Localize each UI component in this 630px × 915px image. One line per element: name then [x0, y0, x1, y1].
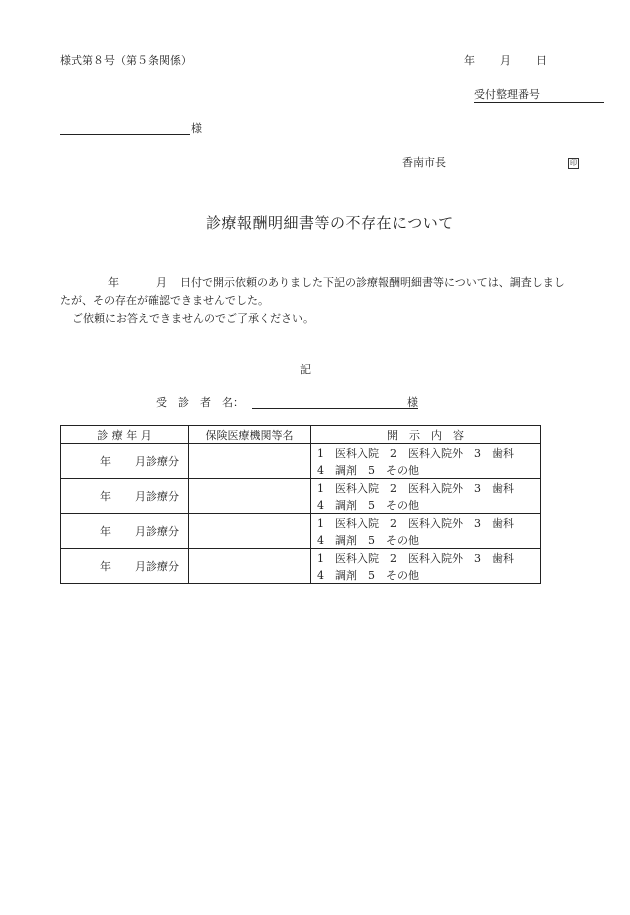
table-header-row	[61, 426, 541, 444]
institution-cell	[189, 444, 311, 479]
table-row	[61, 444, 541, 462]
disclosure-table	[60, 425, 541, 584]
institution-cell	[189, 479, 311, 514]
document-title: 診療報酬明細書等の不存在について	[206, 214, 454, 232]
disclosure-line-1: 1 医科入院 2 医科入院外 3 歯科	[311, 549, 541, 567]
table-row	[61, 479, 541, 497]
patient-name-suffix: 様	[407, 396, 418, 409]
body-line-3: ご依頼にお答えできませんのでご了承ください。	[72, 312, 314, 325]
seal-icon	[568, 155, 579, 169]
month-label: 月診療分	[135, 455, 179, 468]
table-row	[61, 549, 541, 567]
body-year-label: 年	[108, 276, 119, 289]
treatment-month-cell	[61, 514, 189, 549]
body-month-label: 月	[156, 276, 167, 289]
year-label: 年	[100, 560, 111, 573]
patient-name-line	[252, 394, 418, 409]
month-label: 月診療分	[135, 525, 179, 538]
month-label: 月診療分	[135, 490, 179, 503]
disclosure-line-1: 1 医科入院 2 医科入院外 3 歯科	[311, 479, 541, 497]
receipt-number-field	[474, 86, 604, 103]
form-number-label: 様式第８号（第５条関係）	[60, 54, 192, 67]
disclosure-line-1: 1 医科入院 2 医科入院外 3 歯科	[311, 514, 541, 532]
body-line-2: たが、その存在が確認できませんでした。	[60, 294, 269, 307]
year-label: 年	[100, 525, 111, 538]
seal-mark: 印	[570, 159, 577, 167]
treatment-month-cell	[61, 479, 189, 514]
addressee-suffix: 様	[191, 122, 202, 135]
disclosure-line-2: 4 調剤 5 その他	[311, 531, 541, 549]
date-year-label: 年	[464, 54, 475, 67]
institution-cell	[189, 514, 311, 549]
disclosure-line-2: 4 調剤 5 その他	[311, 496, 541, 514]
body-line-1: 日付で開示依頼のありました下記の診療報酬明細書等については、調査しまし	[180, 276, 565, 289]
table-row	[61, 514, 541, 532]
treatment-month-cell	[61, 444, 189, 479]
institution-cell	[189, 549, 311, 584]
date-day-label: 日	[536, 54, 547, 67]
ki-heading: 記	[300, 363, 311, 376]
header-institution: 保険医療機関等名	[189, 426, 311, 444]
header-treatment-month: 診 療 年 月	[61, 426, 189, 444]
disclosure-line-2: 4 調剤 5 その他	[311, 461, 541, 479]
patient-name-label: 受 診 者 名：	[156, 396, 244, 409]
issuer-name: 香南市長	[402, 156, 446, 169]
receipt-number-label: 受付整理番号	[474, 88, 540, 101]
date-month-label: 月	[500, 54, 511, 67]
addressee-name-line	[60, 121, 190, 135]
year-label: 年	[100, 455, 111, 468]
treatment-month-cell	[61, 549, 189, 584]
header-disclosure-content: 開 示 内 容	[311, 426, 541, 444]
year-label: 年	[100, 490, 111, 503]
disclosure-line-2: 4 調剤 5 その他	[311, 566, 541, 584]
month-label: 月診療分	[135, 560, 179, 573]
disclosure-line-1: 1 医科入院 2 医科入院外 3 歯科	[311, 444, 541, 462]
